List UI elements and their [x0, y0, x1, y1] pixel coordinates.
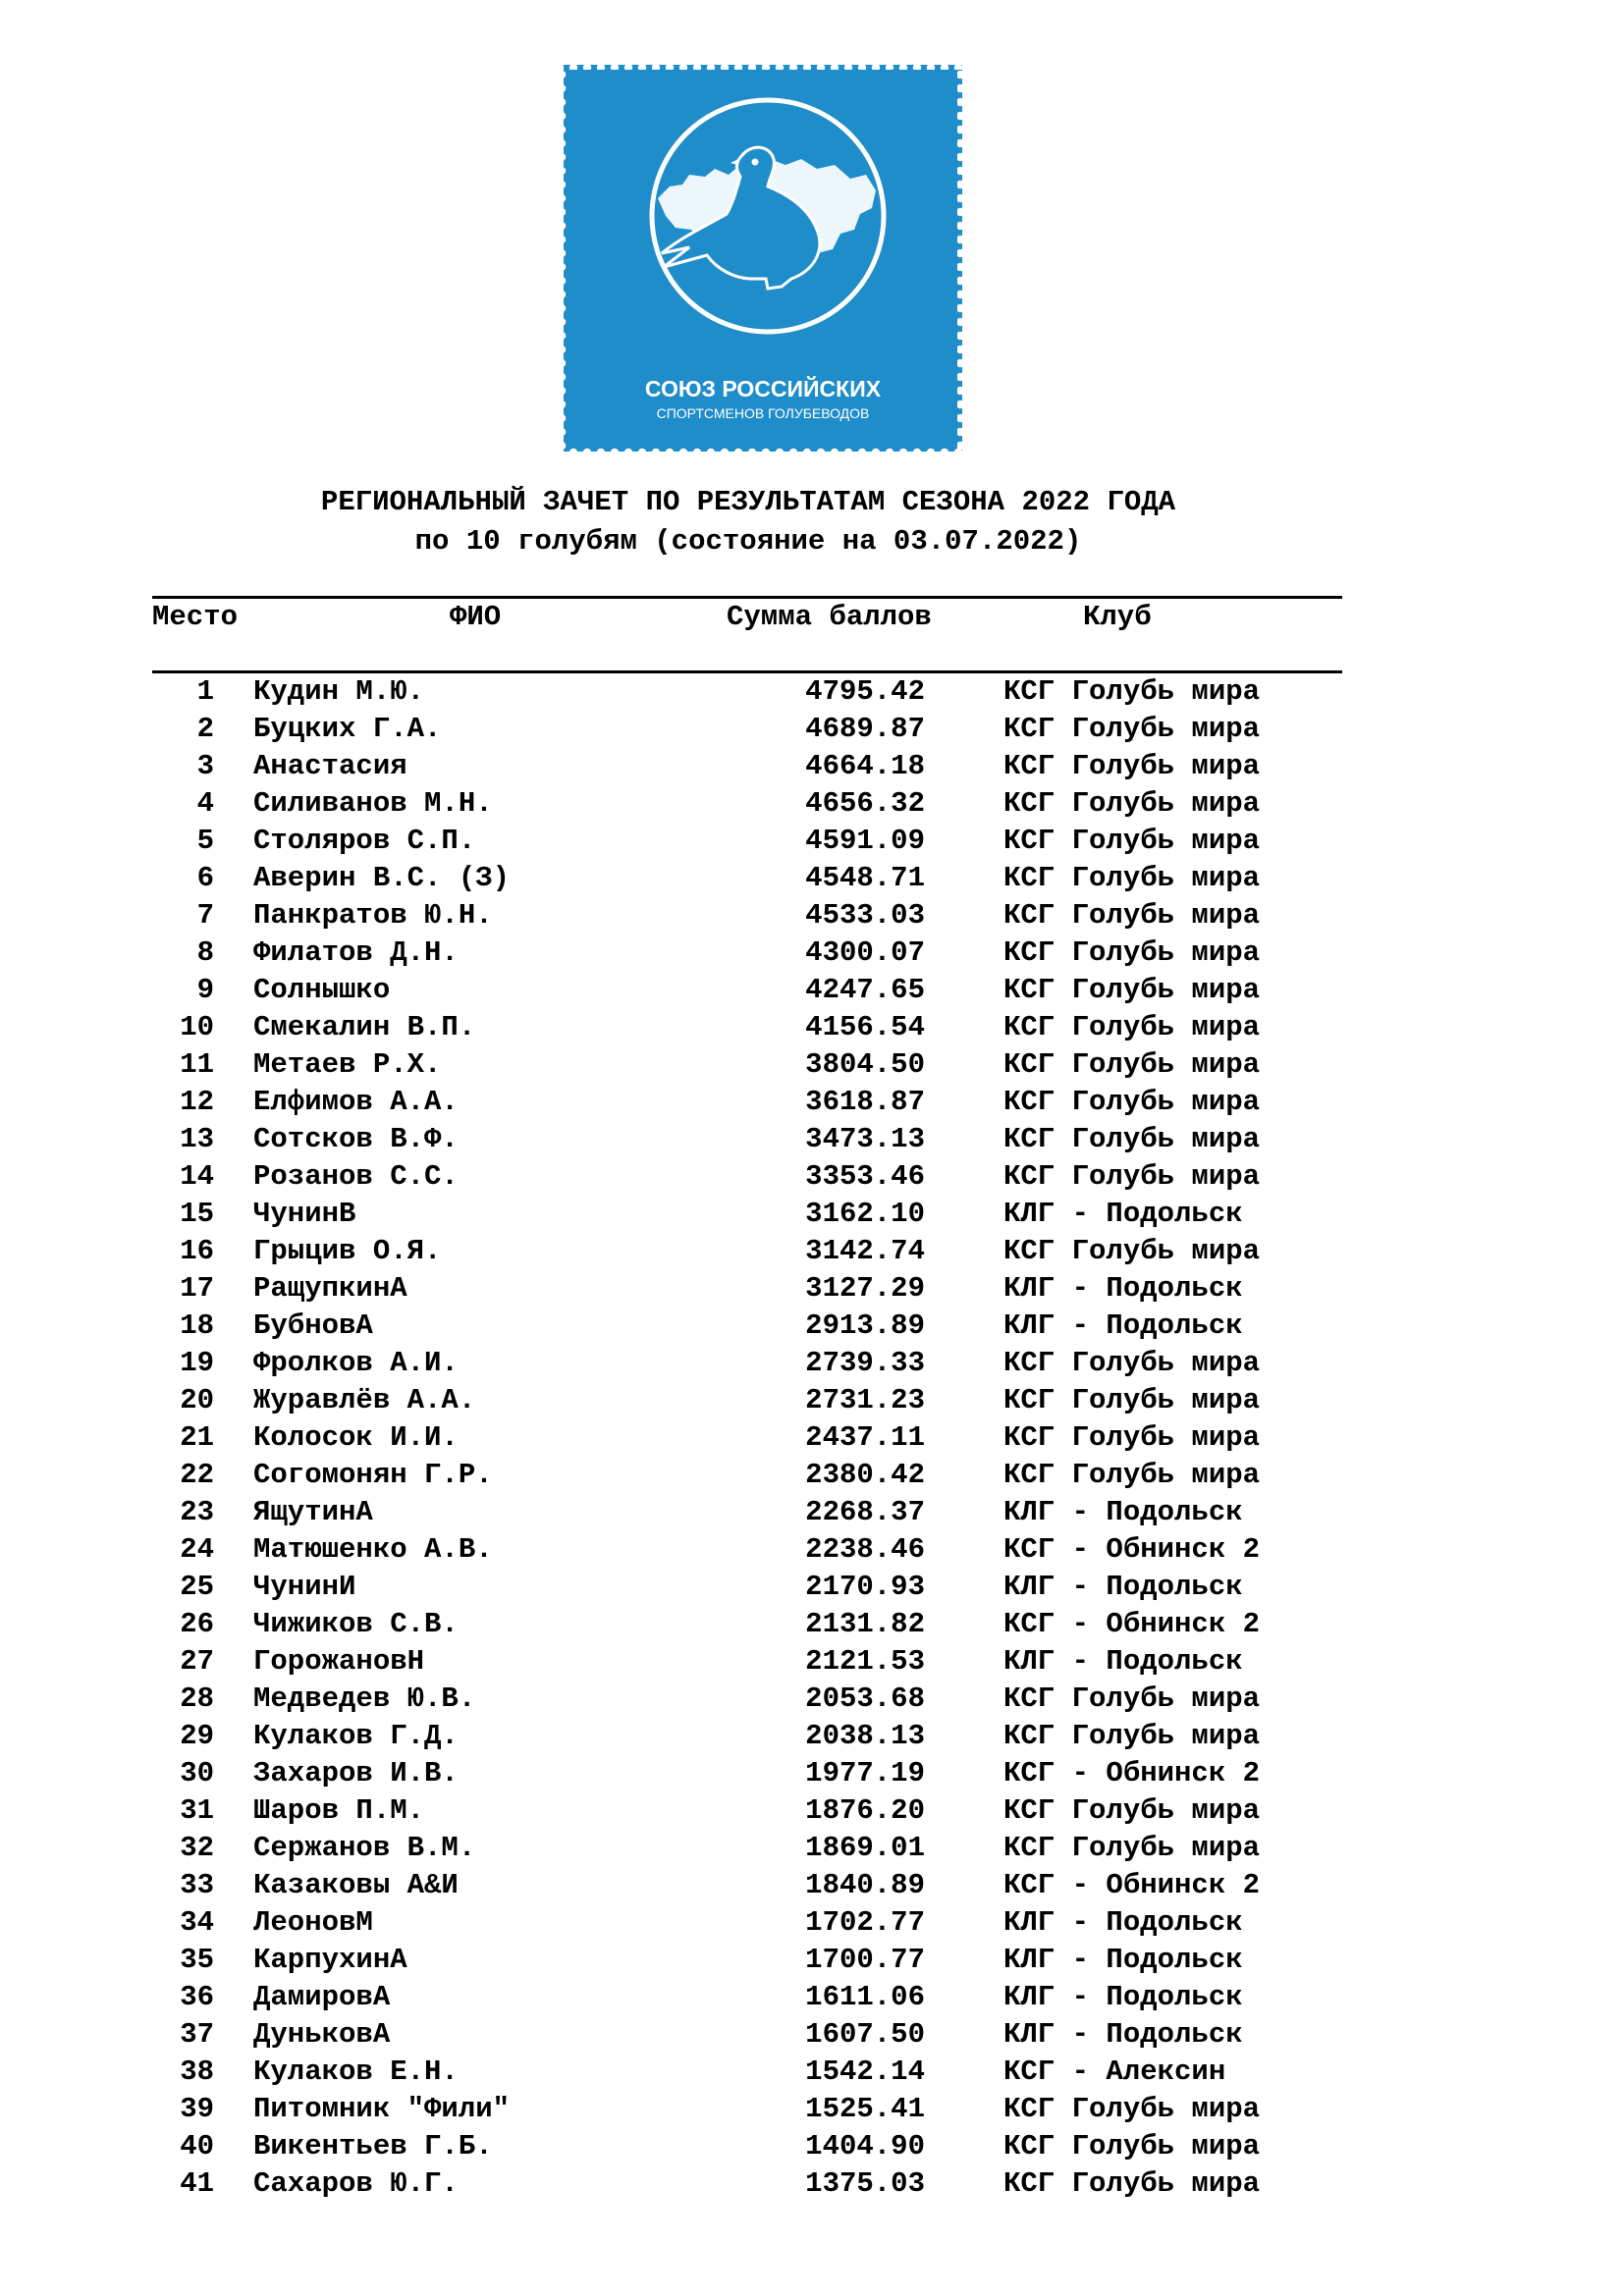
row-club: КСГ Голубь мира — [1003, 675, 1261, 708]
table-row — [0, 2165, 1624, 2203]
table-row — [0, 2128, 1624, 2165]
table-row — [0, 1345, 1624, 1382]
row-club: КЛГ - Подольск — [1003, 1496, 1243, 1528]
row-club: КЛГ - Подольск — [1003, 1309, 1243, 1342]
row-score: 2731.23 — [805, 1384, 925, 1416]
row-score: 1840.89 — [805, 1869, 925, 1901]
row-club: КСГ Голубь мира — [1003, 936, 1261, 969]
row-score: 2268.37 — [805, 1496, 925, 1528]
row-score: 2038.13 — [805, 1720, 925, 1752]
row-score: 4247.65 — [805, 974, 925, 1006]
row-score: 2053.68 — [805, 1682, 925, 1715]
header-name: ФИО — [450, 601, 502, 633]
row-name: Филатов Д.Н. — [253, 936, 459, 969]
row-score: 3127.29 — [805, 1272, 925, 1305]
table-row — [0, 1009, 1624, 1046]
row-club: КЛГ - Подольск — [1003, 1944, 1243, 1976]
row-place: 1 — [196, 675, 214, 708]
table-row — [0, 1792, 1624, 1830]
table-row — [0, 1569, 1624, 1606]
row-club: КЛГ - Подольск — [1003, 1981, 1243, 2013]
row-club: КСГ Голубь мира — [1003, 1086, 1261, 1118]
row-place: 36 — [180, 1981, 214, 2013]
table-row — [0, 748, 1624, 785]
logo-text-line1: СОЮЗ РОССИЙСКИХ — [644, 376, 882, 401]
row-name: Сотсков В.Ф. — [253, 1123, 459, 1155]
row-place: 16 — [180, 1235, 214, 1267]
table-row — [0, 1046, 1624, 1084]
row-club: КСГ - Обнинск 2 — [1003, 1757, 1261, 1789]
row-score: 4548.71 — [805, 862, 925, 894]
row-place: 39 — [180, 2093, 214, 2125]
row-club: КСГ - Алексин — [1003, 2056, 1226, 2088]
row-club: КСГ Голубь мира — [1003, 787, 1261, 820]
row-place: 33 — [180, 1869, 214, 1901]
row-score: 2380.42 — [805, 1459, 925, 1491]
row-name: Матюшенко А.В. — [253, 1533, 493, 1566]
row-name: Согомонян Г.Р. — [253, 1459, 493, 1491]
row-club: КЛГ - Подольск — [1003, 1198, 1243, 1230]
row-score: 1700.77 — [805, 1944, 925, 1976]
row-score: 1607.50 — [805, 2018, 925, 2051]
row-place: 2 — [196, 713, 214, 745]
row-place: 21 — [180, 1421, 214, 1454]
row-score: 2170.93 — [805, 1571, 925, 1603]
row-name: Грыцив О.Я. — [253, 1235, 442, 1267]
row-name: Смекалин В.П. — [253, 1011, 476, 1043]
row-score: 4664.18 — [805, 750, 925, 782]
row-score: 1611.06 — [805, 1981, 925, 2013]
row-name: ЯщутинА — [253, 1496, 373, 1528]
row-place: 9 — [196, 974, 214, 1006]
row-place: 7 — [196, 899, 214, 932]
row-club: КСГ - Обнинск 2 — [1003, 1533, 1261, 1566]
row-name: Кудин М.Ю. — [253, 675, 425, 708]
row-place: 30 — [180, 1757, 214, 1789]
row-place: 34 — [180, 1906, 214, 1939]
table-row — [0, 823, 1624, 860]
results-table — [0, 673, 1624, 2203]
row-score: 2131.82 — [805, 1608, 925, 1640]
logo-text-line2: СПОРТСМЕНОВ ГОЛУБЕВОДОВ — [656, 405, 870, 421]
row-place: 13 — [180, 1123, 214, 1155]
row-club: КСГ Голубь мира — [1003, 1048, 1261, 1081]
row-score: 2913.89 — [805, 1309, 925, 1342]
table-row — [0, 1643, 1624, 1681]
row-club: КСГ Голубь мира — [1003, 862, 1261, 894]
table-row — [0, 1606, 1624, 1643]
row-score: 1977.19 — [805, 1757, 925, 1789]
row-place: 27 — [180, 1645, 214, 1678]
table-row — [0, 1382, 1624, 1419]
row-score: 2121.53 — [805, 1645, 925, 1678]
table-row — [0, 1531, 1624, 1569]
row-score: 1525.41 — [805, 2093, 925, 2125]
row-name: Солнышко — [253, 974, 391, 1006]
row-name: Захаров И.В. — [253, 1757, 459, 1789]
row-name: Елфимов А.А. — [253, 1086, 459, 1118]
row-score: 4300.07 — [805, 936, 925, 969]
row-club: КСГ Голубь мира — [1003, 2093, 1261, 2125]
row-score: 1542.14 — [805, 2056, 925, 2088]
row-name: Казаковы А&И — [253, 1869, 459, 1901]
row-name: Медведев Ю.В. — [253, 1682, 476, 1715]
row-place: 31 — [180, 1794, 214, 1827]
row-name: КарпухинА — [253, 1944, 407, 1976]
row-club: КСГ Голубь мира — [1003, 1347, 1261, 1379]
row-name: Шаров П.М. — [253, 1794, 425, 1827]
row-club: КСГ Голубь мира — [1003, 825, 1261, 857]
row-club: КСГ Голубь мира — [1003, 713, 1261, 745]
row-place: 35 — [180, 1944, 214, 1976]
table-top-rule — [152, 596, 1342, 599]
table-row — [0, 1457, 1624, 1494]
row-score: 4156.54 — [805, 1011, 925, 1043]
row-score: 4533.03 — [805, 899, 925, 932]
row-name: Буцких Г.А. — [253, 713, 442, 745]
table-row — [0, 1084, 1624, 1121]
row-club: КСГ Голубь мира — [1003, 974, 1261, 1006]
row-place: 12 — [180, 1086, 214, 1118]
row-place: 40 — [180, 2130, 214, 2163]
row-name: Журавлёв А.А. — [253, 1384, 476, 1416]
row-name: РащупкинА — [253, 1272, 407, 1305]
row-place: 19 — [180, 1347, 214, 1379]
row-score: 3618.87 — [805, 1086, 925, 1118]
row-place: 20 — [180, 1384, 214, 1416]
row-place: 6 — [196, 862, 214, 894]
table-row — [0, 1979, 1624, 2016]
row-club: КСГ Голубь мира — [1003, 1123, 1261, 1155]
logo-stamp — [560, 61, 966, 455]
row-club: КСГ Голубь мира — [1003, 1794, 1261, 1827]
header-score: Сумма баллов — [727, 601, 932, 633]
row-place: 5 — [196, 825, 214, 857]
row-place: 17 — [180, 1272, 214, 1305]
row-score: 3162.10 — [805, 1198, 925, 1230]
table-row — [0, 972, 1624, 1009]
row-name: ДамировА — [253, 1981, 391, 2013]
header-club: Клуб — [1083, 601, 1152, 633]
row-score: 1375.03 — [805, 2167, 925, 2200]
table-row — [0, 1867, 1624, 1904]
row-name: Кулаков Е.Н. — [253, 2056, 459, 2088]
row-place: 38 — [180, 2056, 214, 2088]
table-row — [0, 1308, 1624, 1345]
table-row — [0, 1270, 1624, 1308]
row-place: 22 — [180, 1459, 214, 1491]
row-name: ЧунинВ — [253, 1198, 356, 1230]
row-place: 10 — [180, 1011, 214, 1043]
row-name: Метаев Р.Х. — [253, 1048, 442, 1081]
table-row — [0, 934, 1624, 972]
row-score: 2238.46 — [805, 1533, 925, 1566]
row-place: 24 — [180, 1533, 214, 1566]
row-name: Питомник "Фили" — [253, 2093, 511, 2125]
row-name: Сахаров Ю.Г. — [253, 2167, 459, 2200]
header-place: Место — [152, 601, 239, 633]
row-club: КСГ - Обнинск 2 — [1003, 1869, 1261, 1901]
document-title: РЕГИОНАЛЬНЫЙ ЗАЧЕТ ПО РЕЗУЛЬТАТАМ СЕЗОНА 2022 ГОДА — [320, 486, 1176, 518]
row-place: 3 — [196, 750, 214, 782]
table-row — [0, 1681, 1624, 1718]
row-name: Столяров С.П. — [253, 825, 476, 857]
row-name: Розанов С.С. — [253, 1160, 459, 1193]
row-club: КСГ Голубь мира — [1003, 1459, 1261, 1491]
row-name: Кулаков Г.Д. — [253, 1720, 459, 1752]
row-name: Силиванов М.Н. — [253, 787, 493, 820]
table-row — [0, 1196, 1624, 1233]
row-place: 15 — [180, 1198, 214, 1230]
row-name: Панкратов Ю.Н. — [253, 899, 493, 932]
row-score: 3804.50 — [805, 1048, 925, 1081]
row-place: 28 — [180, 1682, 214, 1715]
row-name: Анастасия — [253, 750, 407, 782]
row-name: Чижиков С.В. — [253, 1608, 459, 1640]
row-club: КСГ Голубь мира — [1003, 899, 1261, 932]
row-place: 26 — [180, 1608, 214, 1640]
row-score: 2739.33 — [805, 1347, 925, 1379]
row-place: 23 — [180, 1496, 214, 1528]
row-score: 4795.42 — [805, 675, 925, 708]
row-score: 1869.01 — [805, 1832, 925, 1864]
row-name: Колосок И.И. — [253, 1421, 459, 1454]
row-club: КСГ Голубь мира — [1003, 1235, 1261, 1267]
row-name: ЛеоновМ — [253, 1906, 373, 1939]
row-club: КЛГ - Подольск — [1003, 2018, 1243, 2051]
table-row — [0, 1904, 1624, 1942]
row-club: КСГ Голубь мира — [1003, 1384, 1261, 1416]
table-row — [0, 860, 1624, 897]
table-row — [0, 1718, 1624, 1755]
row-place: 32 — [180, 1832, 214, 1864]
row-name: Викентьев Г.Б. — [253, 2130, 493, 2163]
row-place: 41 — [180, 2167, 214, 2200]
table-row — [0, 2091, 1624, 2128]
row-score: 4656.32 — [805, 787, 925, 820]
row-score: 2437.11 — [805, 1421, 925, 1454]
row-place: 18 — [180, 1309, 214, 1342]
row-club: КСГ Голубь мира — [1003, 1160, 1261, 1193]
row-club: КЛГ - Подольск — [1003, 1906, 1243, 1939]
row-club: КЛГ - Подольск — [1003, 1645, 1243, 1678]
table-row — [0, 711, 1624, 748]
row-place: 11 — [180, 1048, 214, 1081]
row-score: 4689.87 — [805, 713, 925, 745]
table-row — [0, 897, 1624, 934]
table-row — [0, 1755, 1624, 1792]
table-row — [0, 1419, 1624, 1457]
row-club: КЛГ - Подольск — [1003, 1272, 1243, 1305]
row-place: 37 — [180, 2018, 214, 2051]
table-row — [0, 1158, 1624, 1196]
row-name: Сержанов В.М. — [253, 1832, 476, 1864]
table-row — [0, 1121, 1624, 1158]
row-place: 29 — [180, 1720, 214, 1752]
row-score: 3473.13 — [805, 1123, 925, 1155]
row-club: КСГ Голубь мира — [1003, 1682, 1261, 1715]
row-name: БубновА — [253, 1309, 373, 1342]
row-club: КСГ Голубь мира — [1003, 1011, 1261, 1043]
row-club: КСГ Голубь мира — [1003, 1421, 1261, 1454]
row-place: 25 — [180, 1571, 214, 1603]
row-score: 1404.90 — [805, 2130, 925, 2163]
row-club: КЛГ - Подольск — [1003, 1571, 1243, 1603]
row-place: 14 — [180, 1160, 214, 1193]
row-club: КСГ Голубь мира — [1003, 2167, 1261, 2200]
table-row — [0, 1942, 1624, 1979]
row-name: ЧунинИ — [253, 1571, 356, 1603]
row-score: 1876.20 — [805, 1794, 925, 1827]
row-score: 3353.46 — [805, 1160, 925, 1193]
document-subtitle: по 10 голубям (состояние на 03.07.2022) — [414, 525, 1082, 558]
row-club: КСГ Голубь мира — [1003, 750, 1261, 782]
row-club: КСГ Голубь мира — [1003, 1832, 1261, 1864]
row-club: КСГ Голубь мира — [1003, 2130, 1261, 2163]
row-name: Фролков А.И. — [253, 1347, 459, 1379]
row-score: 3142.74 — [805, 1235, 925, 1267]
row-name: ГорожановН — [253, 1645, 425, 1678]
row-place: 4 — [196, 787, 214, 820]
row-score: 4591.09 — [805, 825, 925, 857]
table-row — [0, 1494, 1624, 1531]
table-row — [0, 1830, 1624, 1867]
row-name: ДуньковА — [253, 2018, 391, 2051]
table-row — [0, 2054, 1624, 2091]
table-row — [0, 1233, 1624, 1270]
row-club: КСГ - Обнинск 2 — [1003, 1608, 1261, 1640]
row-club: КСГ Голубь мира — [1003, 1720, 1261, 1752]
row-place: 8 — [196, 936, 214, 969]
row-name: Аверин В.С. (З) — [253, 862, 511, 894]
table-row — [0, 2016, 1624, 2054]
table-row — [0, 785, 1624, 823]
table-row — [0, 673, 1624, 711]
row-score: 1702.77 — [805, 1906, 925, 1939]
